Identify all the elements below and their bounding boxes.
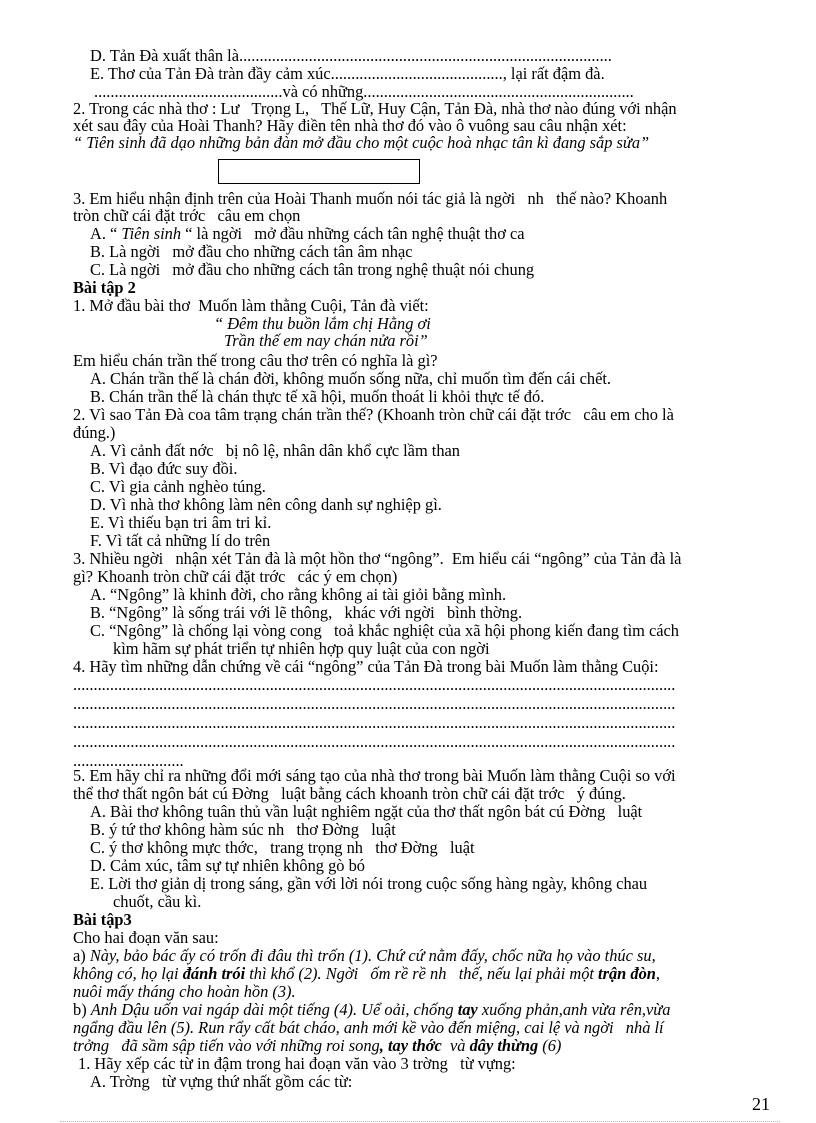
answer-dotted-line: ...................................................................................................................................................	[73, 675, 676, 694]
q1-option-d: D. Tản Đà xuất thân là...........................................................................................	[90, 46, 612, 65]
bt2-q3-line1: 3. Nhiều ngời nhận xét Tản đà là một hồn thơ “ngông”. Em hiểu cái “ngông” của Tản đà là	[73, 549, 682, 568]
bt2-q2-option: E. Vì thiếu bạn tri âm tri kỉ.	[90, 513, 272, 532]
bt2-q2-line2: đúng.)	[73, 423, 116, 442]
bt3-para-b-line2: ngẩng đầu lên (5). Run rẩy cất bát cháo, anh mới kề vào đến miệng, cai lệ và ngời nhà lí	[73, 1018, 664, 1037]
answer-dotted-line: ...................................................................................................................................................	[73, 713, 676, 732]
bt2-heading: Bài tập 2	[73, 278, 136, 297]
bt3-q1: 1. Hãy xếp các từ in đậm trong hai đoạn văn vào 3 trờng từ vựng:	[78, 1054, 516, 1073]
bt2-q5-option: B. ý tứ thơ không hàm súc nh thơ Đờng luật	[90, 820, 396, 839]
bt2-q2-line1: 2. Vì sao Tản Đà coa tâm trạng chán trần thế? (Khoanh tròn chữ cái đặt trớc câu em cho là	[73, 405, 674, 424]
q2-quote: “ Tiên sinh đã dạo những bản đàn mở đầu cho một cuộc hoà nhạc tân kì đang sắp sửa”	[73, 133, 650, 152]
bt2-q1-option-a: A. Chán trần thế là chán đời, không muốn sống nữa, chỉ muốn tìm đến cái chết.	[90, 369, 611, 388]
bt2-q5-option-e-cont: chuốt, cầu kì.	[113, 892, 202, 911]
q2-line2: xét sau đây của Hoài Thanh? Hãy điền tên nhà thơ đó vào ô vuông sau câu nhận xét:	[73, 116, 627, 135]
bt2-q2-option: F. Vì tất cả những lí do trên	[90, 531, 271, 550]
bt3-para-a-line1: a) Này, bảo bác ấy có trốn đi đâu thì trốn (1). Chứ cứ nằm đấy, chốc nữa họ vào thúc su,	[73, 946, 656, 965]
q2-line1: 2. Trong các nhà thơ : Lư Trọng L, Thế Lữ, Huy Cận, Tản Đà, nhà thơ nào đúng với nhận	[73, 99, 677, 118]
bt2-q3-option: A. “Ngông” là khinh đời, cho rằng không ai tài giỏi bằng mình.	[90, 585, 507, 604]
bt2-q5-line2: thể thơ thất ngôn bát cú Đờng luật bằng cách khoanh tròn chữ cái đặt trớc ý đúng.	[73, 784, 626, 803]
bt3-intro: Cho hai đoạn văn sau:	[73, 928, 219, 947]
bt2-q2-option: A. Vì cảnh đất nớc bị nô lệ, nhân dân khổ cực lầm than	[90, 441, 461, 460]
q3-option-b: B. Là ngời mở đầu cho những cách tân âm nhạc	[90, 242, 413, 261]
bt2-q5-option: C. ý thơ không mực thớc, trang trọng nh thơ Đờng luật	[90, 838, 475, 857]
bt2-verse2: Trần thế em nay chán nửa rồi”	[224, 331, 428, 350]
bt2-q2-option: D. Vì nhà thơ không làm nên công danh sự nghiệp gì.	[90, 495, 442, 514]
answer-dotted-line-short: ...........................	[73, 751, 184, 770]
bt3-para-b-line3: trởng đã sầm sập tiến vào với những roi song, tay thớc và dây thừng (6)	[73, 1036, 562, 1055]
bt2-q3-option: C. “Ngông” là chống lại vòng cong toả khắc nghiệt của xã hội phong kiến đang tìm cách	[90, 621, 679, 640]
answer-dotted-line: ...................................................................................................................................................	[73, 694, 676, 713]
bt2-q5-option: A. Bài thơ không tuân thủ vần luật nghiêm ngặt của thơ thất ngôn bát cú Đờng luật	[90, 802, 643, 821]
bt2-q1: 1. Mở đầu bài thơ Muốn làm thằng Cuội, Tản đà viết:	[73, 296, 429, 315]
bt3-para-a-line2: không có, họ lại đánh trói thì khổ (2). Ngời ốm rề rề nh thế, nếu lại phải một trận đòn,	[73, 964, 661, 983]
bt2-q1-option-b: B. Chán trần thế là chán thực tế xã hội, muốn thoát li khỏi thực tế đó.	[90, 387, 545, 406]
bt2-q5-option: D. Cảm xúc, tâm sự tự nhiên không gò bó	[90, 856, 365, 875]
bt2-verse1: “ Đêm thu buồn lắm chị Hằng ơi	[214, 314, 431, 333]
bt2-q3-option: B. “Ngông” là sống trái với lẽ thông, khác với ngời bình thờng.	[90, 603, 523, 622]
page-number: 21	[752, 1094, 770, 1114]
bt2-q5-line1: 5. Em hãy chỉ ra những đổi mới sáng tạo của nhà thơ trong bài Muốn làm thằng Cuội so với	[73, 766, 676, 785]
q3-option-c: C. Là ngời mở đầu cho những cách tân trong nghệ thuật nói chung	[90, 260, 535, 279]
bt3-para-b-line1: b) Anh Dậu uốn vai ngáp dài một tiếng (4). Uể oải, chống tay xuống phản,anh vừa rên,vừa	[73, 1000, 671, 1019]
bt2-q2-option: C. Vì gia cảnh nghèo túng.	[90, 477, 266, 496]
q1-option-e-cont: ..............................................và có những..................................................................	[94, 82, 634, 101]
q3-option-a: A. “ Tiên sinh “ là ngời mở đầu những cách tân nghệ thuật thơ ca	[90, 224, 525, 243]
bt2-q3-line2: gì? Khoanh tròn chữ cái đặt trớc các ý em chọn)	[73, 567, 398, 586]
bt3-heading: Bài tập3	[73, 910, 132, 929]
q3-line2: tròn chữ cái đặt trớc câu em chọn	[73, 206, 301, 225]
bt2-q3-option-c-cont: kìm hãm sự phát triển tự nhiên hợp quy luật của con ngời	[113, 639, 490, 658]
answer-dotted-line: ...................................................................................................................................................	[73, 732, 676, 751]
bt2-q2-option: B. Vì đạo đức suy đồi.	[90, 459, 238, 478]
answer-box[interactable]	[218, 159, 420, 184]
bt3-para-a-line3: nuôi mấy tháng cho hoàn hồn (3).	[73, 982, 296, 1001]
q1-option-e: E. Thơ của Tản Đà tràn đầy cảm xúc.........................................., lại rất đậm đà.	[90, 64, 605, 83]
q3-line1: 3. Em hiểu nhận định trên của Hoài Thanh muốn nói tác giả là ngời nh thế nào? Khoanh	[73, 189, 668, 208]
bt2-q5-option: E. Lời thơ giản dị trong sáng, gần với lời nói trong cuộc sống hàng ngày, không chau	[90, 874, 648, 893]
bt2-q4: 4. Hãy tìm những dẫn chứng về cái “ngông” của Tản Đà trong bài Muốn làm thằng Cuội:	[73, 657, 659, 676]
bottom-rule	[60, 1121, 780, 1122]
bt2-q1-ask: Em hiểu chán trần thế trong câu thơ trên có nghĩa là gì?	[73, 351, 438, 370]
bt3-q1-option-a: A. Trờng từ vựng thứ nhất gồm các từ:	[90, 1072, 353, 1091]
